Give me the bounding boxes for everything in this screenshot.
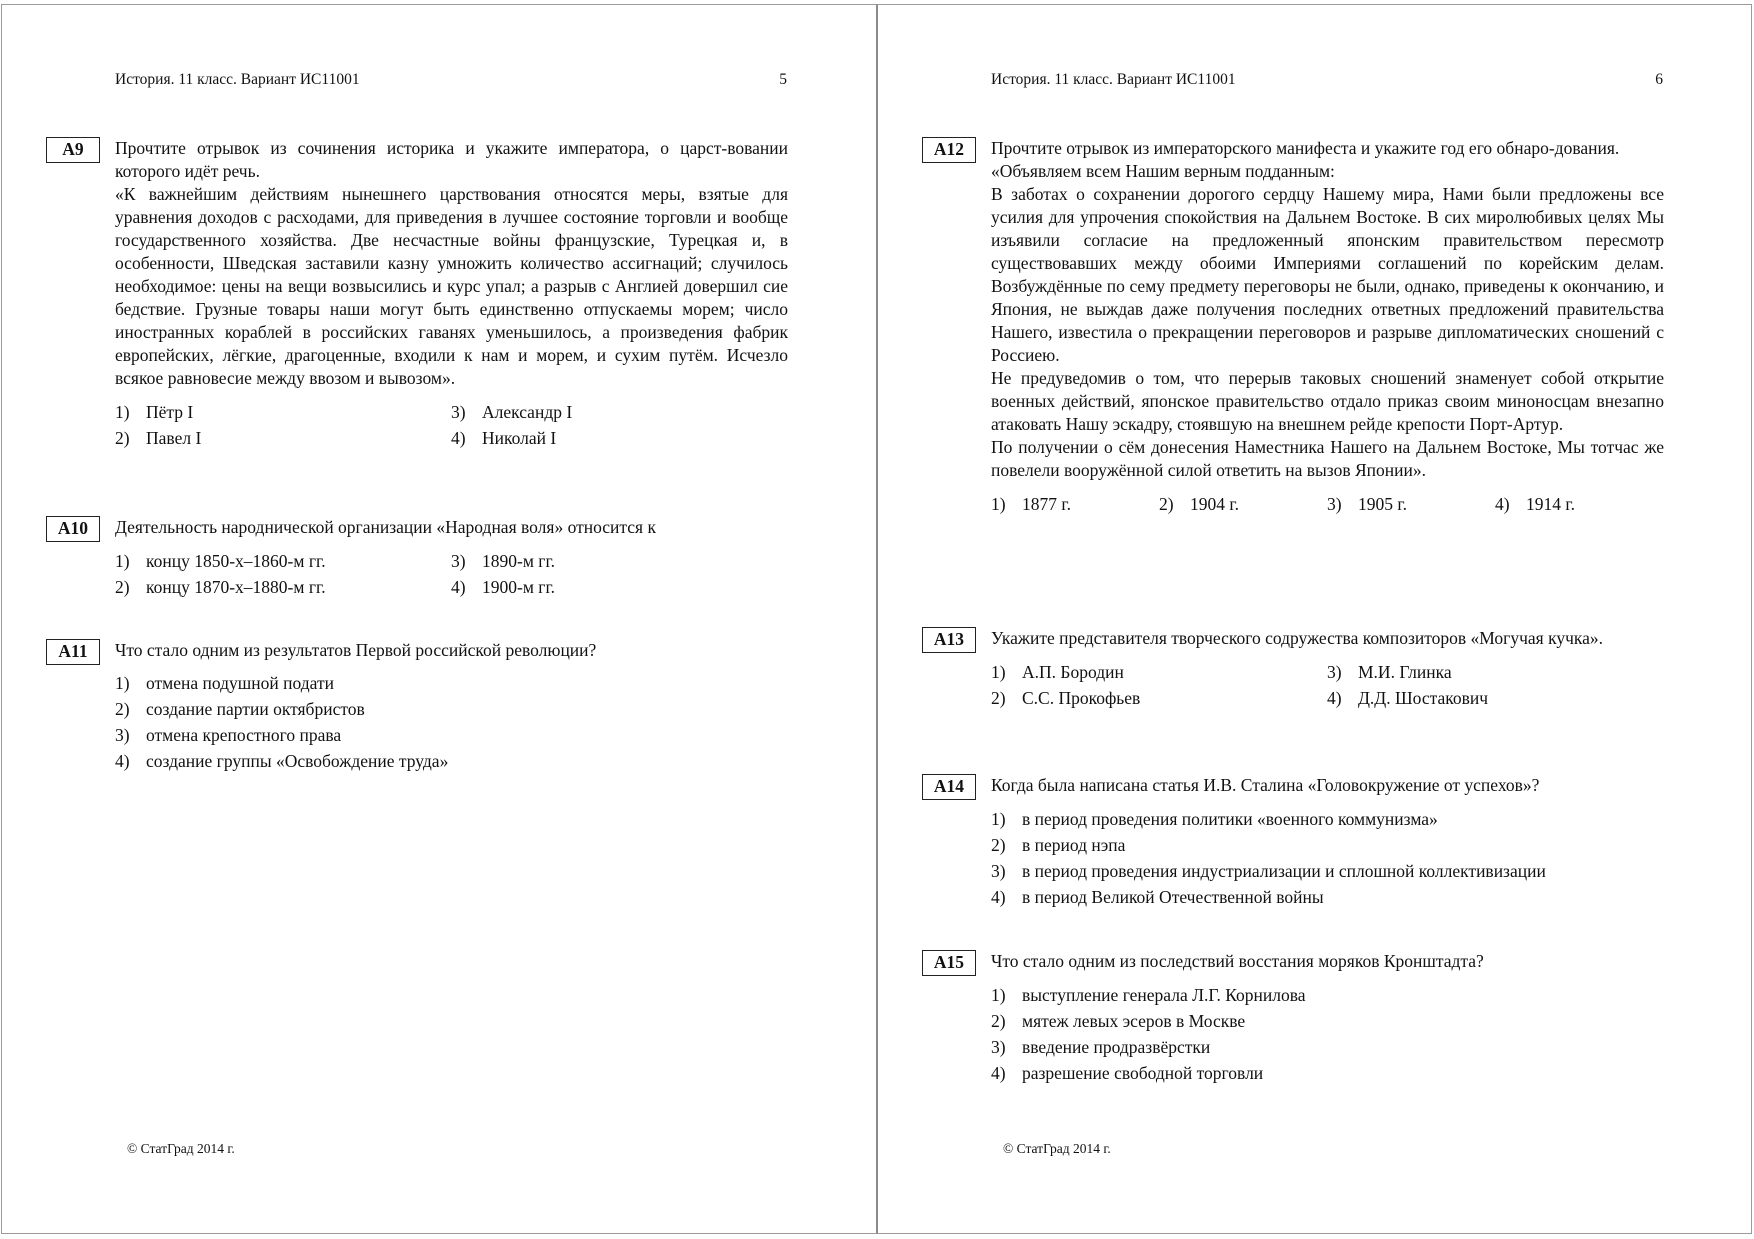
option-number: 2): [115, 577, 130, 597]
answer-option[interactable]: [451, 574, 787, 600]
option-text: в период нэпа: [1022, 835, 1126, 855]
task-label: А9: [46, 137, 100, 163]
task-body: [115, 137, 788, 451]
option-number: 2): [991, 1011, 1006, 1031]
question-text: Что стало одним из последствий восстания моряков Кронштадта?: [991, 951, 1484, 971]
answer-option[interactable]: [115, 670, 788, 696]
option-text: отмена подушной подати: [146, 673, 334, 693]
answer-option[interactable]: [1495, 491, 1663, 517]
option-number: 3): [1327, 662, 1342, 682]
option-text: А.П. Бородин: [1022, 662, 1124, 682]
option-number: 3): [115, 725, 130, 745]
option-number: 2): [991, 688, 1006, 708]
option-number: 1): [991, 494, 1006, 514]
option-text: в период проведения индустриализации и сплошной коллективизации: [1022, 861, 1546, 881]
task-question: [991, 627, 1664, 650]
answer-option[interactable]: [991, 491, 1159, 517]
option-text: введение продразвёрстки: [1022, 1037, 1211, 1057]
page-footer: © СтатГрад 2014 г.: [1003, 1141, 1111, 1156]
answer-options: [115, 670, 788, 774]
answer-option[interactable]: [115, 574, 451, 600]
option-number: 3): [991, 861, 1006, 881]
option-number: 4): [115, 751, 130, 771]
answer-options: [115, 548, 788, 600]
page-header: [991, 71, 1663, 89]
answer-option[interactable]: [991, 1060, 1664, 1086]
manifesto-paragraph: В заботах о сохранении дорогого сердцу Нашему мира, Нами были предложены все усилия для упрочения спокойствия на Дальнем Востоке. В сих миролюбивых целях Мы изъявили согласие на предложенный японским правительством пересмотр существовавших между обоими Империями соглашений по корейским делам. Возбуждённые по сему предмету переговоры не были, однако, приведены к окончанию, и Япония, не выждав даже получения последних ответных предложений правительства Нашего, известила о прекращении переговоров и разрыве дипломатических сношений с Россиею.: [991, 184, 1664, 365]
answer-option[interactable]: [115, 425, 451, 451]
option-text: концу 1870-х–1880-м гг.: [146, 577, 326, 597]
option-text: в период проведения политики «военного коммунизма»: [1022, 809, 1438, 829]
answer-options: [991, 491, 1664, 517]
option-number: 3): [451, 402, 466, 422]
manifesto-line: «Объявляем всем Нашим верным подданным:: [991, 161, 1335, 181]
option-number: 4): [1495, 494, 1510, 514]
page-number: 5: [779, 71, 787, 88]
option-number: 2): [115, 699, 130, 719]
option-text: Павел I: [146, 428, 202, 448]
task-body: [991, 774, 1664, 910]
task-label: А10: [46, 516, 100, 542]
option-number: 1): [991, 985, 1006, 1005]
option-number: 1): [991, 809, 1006, 829]
answer-options: [991, 982, 1664, 1086]
answer-option[interactable]: [115, 748, 788, 774]
task-label: А12: [922, 137, 976, 163]
page-header: [115, 71, 787, 89]
answer-option[interactable]: [451, 425, 787, 451]
answer-option[interactable]: [451, 399, 787, 425]
question-intro: Прочтите отрывок из сочинения историка и укажите императора, о царст-вовании которого идёт речь.: [115, 138, 788, 181]
option-text: концу 1850-х–1860-м гг.: [146, 551, 326, 571]
option-text: Александр I: [482, 402, 573, 422]
option-text: создание группы «Освобождение труда»: [146, 751, 449, 771]
option-text: 1914 г.: [1526, 494, 1575, 514]
task-question: [991, 774, 1664, 797]
task-label: А14: [922, 774, 976, 800]
option-number: 2): [115, 428, 130, 448]
question-text: Деятельность народнической организации «Народная воля» относится к: [115, 517, 656, 537]
answer-option[interactable]: [1327, 659, 1663, 685]
answer-option[interactable]: [991, 884, 1664, 910]
option-number: 4): [1327, 688, 1342, 708]
option-text: Д.Д. Шостакович: [1358, 688, 1489, 708]
option-number: 4): [451, 428, 466, 448]
answer-options: [115, 399, 788, 451]
option-text: 1877 г.: [1022, 494, 1071, 514]
option-text: М.И. Глинка: [1358, 662, 1452, 682]
answer-option[interactable]: [1327, 685, 1663, 711]
option-text: мятеж левых эсеров в Москве: [1022, 1011, 1246, 1031]
option-number: 1): [991, 662, 1006, 682]
option-text: разрешение свободной торговли: [1022, 1063, 1264, 1083]
answer-options: [991, 659, 1664, 711]
option-number: 2): [991, 835, 1006, 855]
answer-option[interactable]: [991, 1034, 1664, 1060]
page-footer: © СтатГрад 2014 г.: [127, 1141, 235, 1156]
option-text: в период Великой Отечественной войны: [1022, 887, 1324, 907]
option-text: 1890-м гг.: [482, 551, 556, 571]
answer-option[interactable]: [1159, 491, 1327, 517]
answer-option[interactable]: [991, 659, 1327, 685]
answer-option[interactable]: [991, 806, 1664, 832]
task-question: [115, 516, 788, 539]
task-body: [991, 137, 1664, 517]
option-number: 1): [115, 673, 130, 693]
option-text: 1905 г.: [1358, 494, 1407, 514]
option-text: 1900-м гг.: [482, 577, 556, 597]
option-number: 2): [1159, 494, 1174, 514]
option-number: 4): [451, 577, 466, 597]
task-question: [115, 639, 788, 662]
task-question: [115, 137, 788, 390]
answer-options: [991, 806, 1664, 910]
option-text: Пётр I: [146, 402, 194, 422]
answer-option[interactable]: [991, 685, 1327, 711]
manifesto-paragraph: По получении о сём донесения Наместника Нашего на Дальнем Востоке, Мы тотчас же повелели вооружённой силой ответить на вызов Японии».: [991, 437, 1664, 480]
answer-option[interactable]: [451, 548, 787, 574]
task-body: [115, 639, 788, 774]
header-title: История. 11 класс. Вариант ИС11001: [115, 71, 360, 88]
answer-option[interactable]: [1327, 491, 1495, 517]
task-label: А13: [922, 627, 976, 653]
question-text: Укажите представителя творческого содружества композиторов «Могучая кучка».: [991, 628, 1604, 648]
answer-option[interactable]: [115, 722, 788, 748]
question-text: Что стало одним из результатов Первой российской революции?: [115, 640, 597, 660]
option-number: 3): [451, 551, 466, 571]
task-label: А15: [922, 950, 976, 976]
option-number: 3): [991, 1037, 1006, 1057]
answer-option[interactable]: [991, 1008, 1664, 1034]
option-text: 1904 г.: [1190, 494, 1239, 514]
answer-option[interactable]: [115, 696, 788, 722]
option-text: отмена крепостного права: [146, 725, 342, 745]
question-text: Когда была написана статья И.В. Сталина «Головокружение от успехов»?: [991, 775, 1540, 795]
option-text: Николай I: [482, 428, 557, 448]
option-text: С.С. Прокофьев: [1022, 688, 1141, 708]
manifesto-paragraph: Не предуведомив о том, что перерыв таковых сношений знаменует собой открытие военных действий, японское правительство отдало приказ своим миноносцам внезапно атаковать Нашу эскадру, стоявшую на внешнем рейде крепости Порт-Артур.: [991, 368, 1664, 434]
option-number: 4): [991, 887, 1006, 907]
task-question: [991, 950, 1664, 973]
option-number: 1): [115, 402, 130, 422]
answer-option[interactable]: [115, 548, 451, 574]
header-title: История. 11 класс. Вариант ИС11001: [991, 71, 1236, 88]
right-page: [876, 4, 1752, 1234]
left-page: [1, 4, 877, 1234]
option-number: 1): [115, 551, 130, 571]
answer-option[interactable]: [991, 832, 1664, 858]
answer-option[interactable]: [115, 399, 451, 425]
answer-option[interactable]: [991, 858, 1664, 884]
task-body: [115, 516, 788, 600]
option-text: выступление генерала Л.Г. Корнилова: [1022, 985, 1306, 1005]
task-question: [991, 137, 1664, 482]
question-intro: Прочтите отрывок из императорского манифеста и укажите год его обнаро-дования.: [991, 138, 1620, 158]
option-text: создание партии октябристов: [146, 699, 365, 719]
page-number: 6: [1655, 71, 1663, 88]
option-number: 3): [1327, 494, 1342, 514]
task-body: [991, 950, 1664, 1086]
answer-option[interactable]: [991, 982, 1664, 1008]
option-number: 4): [991, 1063, 1006, 1083]
task-body: [991, 627, 1664, 711]
question-excerpt: «К важнейшим действиям нынешнего царствования относятся меры, взятые для уравнения доходов с расходами, для приведения в лучшее состояние торговли и вообще государственного хозяйства. Две несчастные войны французские, Турецкая и, в особенности, Шведская заставили казну умножить количество ассигнаций; случилось необходимое: цены на вещи возвысились и курс упал; а разрыв с Англией довершил сие бедствие. Грузные товары наши могут быть единственно отпускаемы морем; число иностранных кораблей в российских гаванях уменьшилось, а произведения фабрик европейских, лёгкие, драгоценные, входили к нам и морем, и сухим путём. Исчезло всякое равновесие между ввозом и вывозом».: [115, 184, 788, 388]
task-label: А11: [46, 639, 100, 665]
